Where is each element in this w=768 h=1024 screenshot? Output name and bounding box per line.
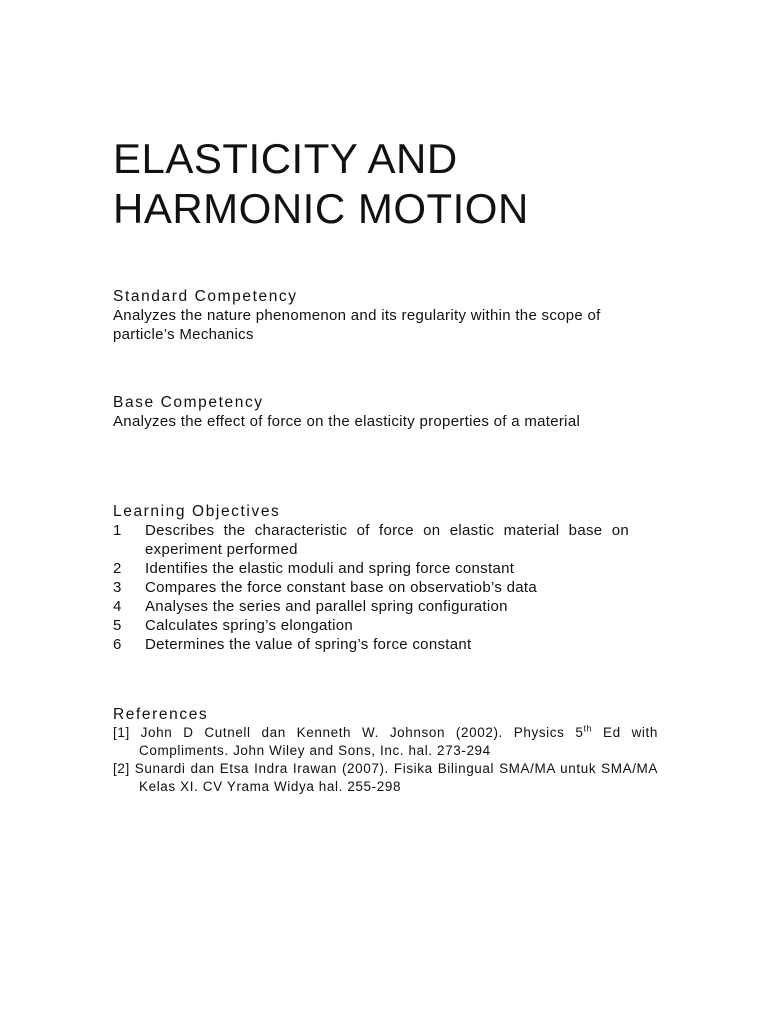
list-item-number: 4 (113, 598, 122, 615)
base-competency-heading: Base Competency (113, 394, 264, 411)
learning-objectives-section (113, 502, 658, 654)
list-item-text: Analyses the series and parallel spring configuration (145, 598, 508, 615)
list-item (113, 597, 658, 616)
list-item (113, 521, 658, 559)
learning-objectives-list (113, 521, 658, 654)
list-item (113, 559, 658, 578)
list-item-text: Determines the value of spring’s force constant (145, 636, 472, 653)
learning-objectives-heading: Learning Objectives (113, 503, 281, 520)
standard-competency-body: Analyzes the nature phenomenon and its regularity within the scope of particle’s Mechanics (113, 307, 601, 343)
reference-item (113, 724, 658, 760)
references-section (113, 705, 658, 796)
list-item (113, 616, 658, 635)
reference-text: [1] John D Cutnell dan Kenneth W. Johnson (2002). Physics 5 (113, 725, 584, 740)
reference-item (113, 760, 658, 796)
chapter-title-line-2: HARMONIC MOTION (113, 185, 529, 232)
standard-competency-heading: Standard Competency (113, 288, 298, 305)
base-competency-body: Analyzes the effect of force on the elasticity properties of a material (113, 413, 581, 430)
reference-superscript: th (583, 723, 593, 734)
chapter-title (113, 134, 673, 234)
list-item-text: Describes the characteristic of force on elastic material base on experiment performed (145, 522, 629, 558)
standard-competency-section (113, 287, 658, 344)
list-item-text: Calculates spring’s elongation (145, 617, 354, 634)
list-item-text: Compares the force constant base on observatiob’s data (145, 579, 537, 596)
chapter-title-line-1: ELASTICITY AND (113, 135, 458, 182)
list-item (113, 635, 658, 654)
references-list (113, 724, 658, 796)
list-item-number: 1 (113, 522, 122, 539)
list-item-number: 3 (113, 579, 122, 596)
list-item-text: Identifies the elastic moduli and spring force constant (145, 560, 515, 577)
list-item-number: 2 (113, 560, 122, 577)
reference-text-continued: Ed with Compliments. John Wiley and Sons, Inc. hal. 273-294 (139, 725, 658, 758)
reference-text: [2] Sunardi dan Etsa Indra Irawan (2007). Fisika Bilingual SMA/MA untuk SMA/MA Kelas XI. CV Yrama Widya hal. 255-298 (113, 761, 658, 794)
references-heading: References (113, 706, 209, 723)
list-item-number: 5 (113, 617, 122, 634)
list-item-number: 6 (113, 636, 122, 653)
base-competency-section (113, 393, 658, 431)
list-item (113, 578, 658, 597)
